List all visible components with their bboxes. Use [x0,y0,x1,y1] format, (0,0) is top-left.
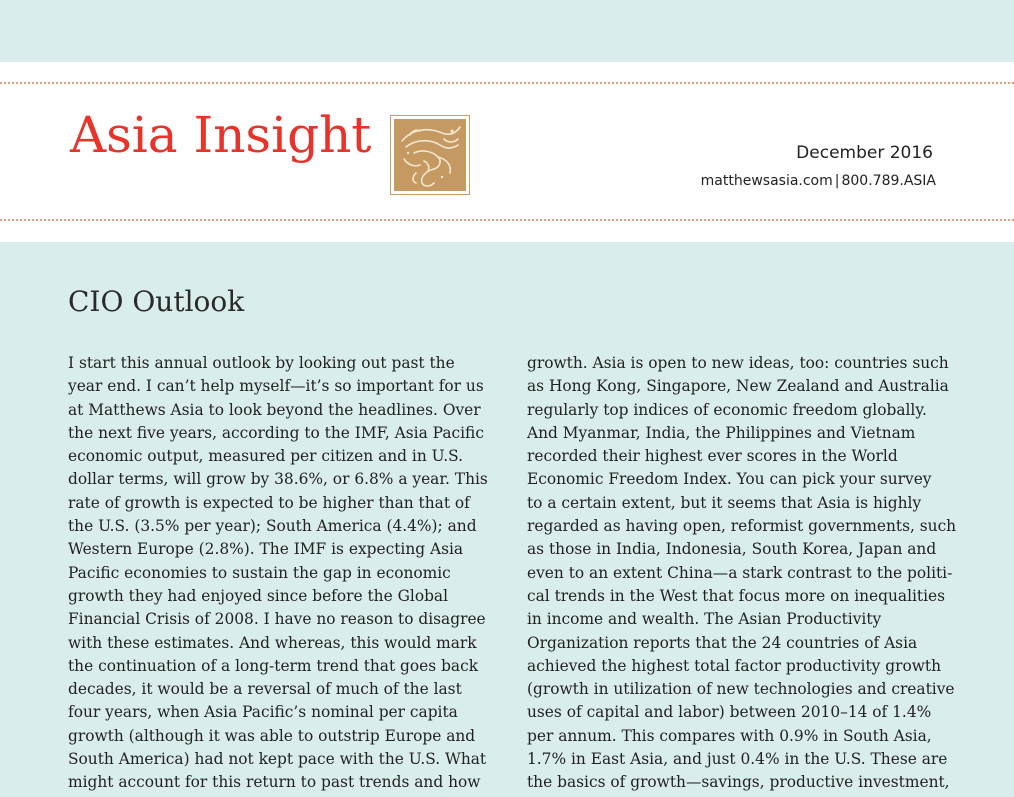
text-line: the continuation of a long-term trend that goes back [68,656,479,675]
phone-number: 800.789.ASIA [841,173,936,189]
text-line: rate of growth is expected to be higher than that of [68,493,470,512]
masthead [0,62,1014,242]
dotted-divider-bottom [0,219,1014,221]
text-line: Organization reports that the 24 countries of Asia [527,633,918,652]
text-line: four years, when Asia Pacific’s nominal per capita [68,703,458,722]
text-line: cal trends in the West that focus more on inequalities [527,586,946,605]
section-title: CIO Outlook [68,285,245,318]
text-line: growth (although it was able to outstrip Europe and [68,726,476,745]
text-line: per annum. This compares with 0.9% in South Asia, [527,726,932,745]
text-line: the basics of growth—savings, productive investment, [527,773,950,792]
text-line: recorded their highest ever scores in the World [527,447,898,466]
contact-separator: | [834,173,840,189]
text-line: as Hong Kong, Singapore, New Zealand and Australia [527,377,949,396]
text-line: Pacific economies to sustain the gap in economic [68,563,451,582]
contact-info [701,173,936,189]
text-line: Economic Freedom Index. You can pick your survey [527,470,932,489]
text-line: decades, it would be a reversal of much of the last [68,680,462,699]
text-line: regularly top indices of economic freedom globally. [527,400,927,419]
text-line: the next five years, according to the IMF, Asia Pacific [68,423,484,442]
text-line: at Matthews Asia to look beyond the headlines. Over [68,400,481,419]
body-column-left [68,352,508,795]
text-line: I start this annual outlook by looking out past the [68,354,455,372]
text-line: Financial Crisis of 2008. I have no reason to disagree [68,610,486,629]
publication-title: Asia Insight [70,106,372,164]
dotted-divider-top [0,82,1014,84]
text-line: growth. Asia is open to new ideas, too: countries such [527,354,949,372]
text-line: to a certain extent, but it seems that Asia is highly [527,493,922,512]
text-line: Western Europe (2.8%). The IMF is expecting Asia [68,540,464,559]
text-line: year end. I can’t help myself—it’s so important for us [68,377,484,396]
text-line: dollar terms, will grow by 38.6%, or 6.8% a year. This [68,470,488,489]
text-line: achieved the highest total factor productivity growth [527,656,941,675]
text-line: growth they had enjoyed since before the Global [68,586,449,605]
text-line: economic output, measured per citizen and in U.S. [68,447,463,466]
text-line: (growth in utilization of new technologies and creative [527,680,955,699]
text-line: might account for this return to past trends and how [68,773,481,792]
body-column-right [527,352,967,795]
dragon-logo-icon [394,119,466,191]
logo [390,115,470,195]
website-link[interactable]: matthewsasia.com [700,173,833,189]
text-line: in income and wealth. The Asian Productivity [527,610,882,629]
text-line: even to an extent China—a stark contrast to the politi- [527,563,953,582]
text-line: the U.S. (3.5% per year); South America (4.4%); and [68,517,477,536]
text-line: uses of capital and labor) between 2010–14 of 1.4% [527,703,932,722]
text-line: with these estimates. And whereas, this would mark [68,633,477,652]
text-line: as those in India, Indonesia, South Korea, Japan and [527,540,937,559]
text-line: South America) had not kept pace with the U.S. What [68,750,487,769]
text-line: And Myanmar, India, the Philippines and Vietnam [527,423,916,442]
text-line: regarded as having open, reformist governments, such [527,517,957,536]
text-line: 1.7% in East Asia, and just 0.4% in the U.S. These are [527,750,948,769]
issue-date: December 2016 [796,143,933,163]
top-band [0,0,1014,62]
